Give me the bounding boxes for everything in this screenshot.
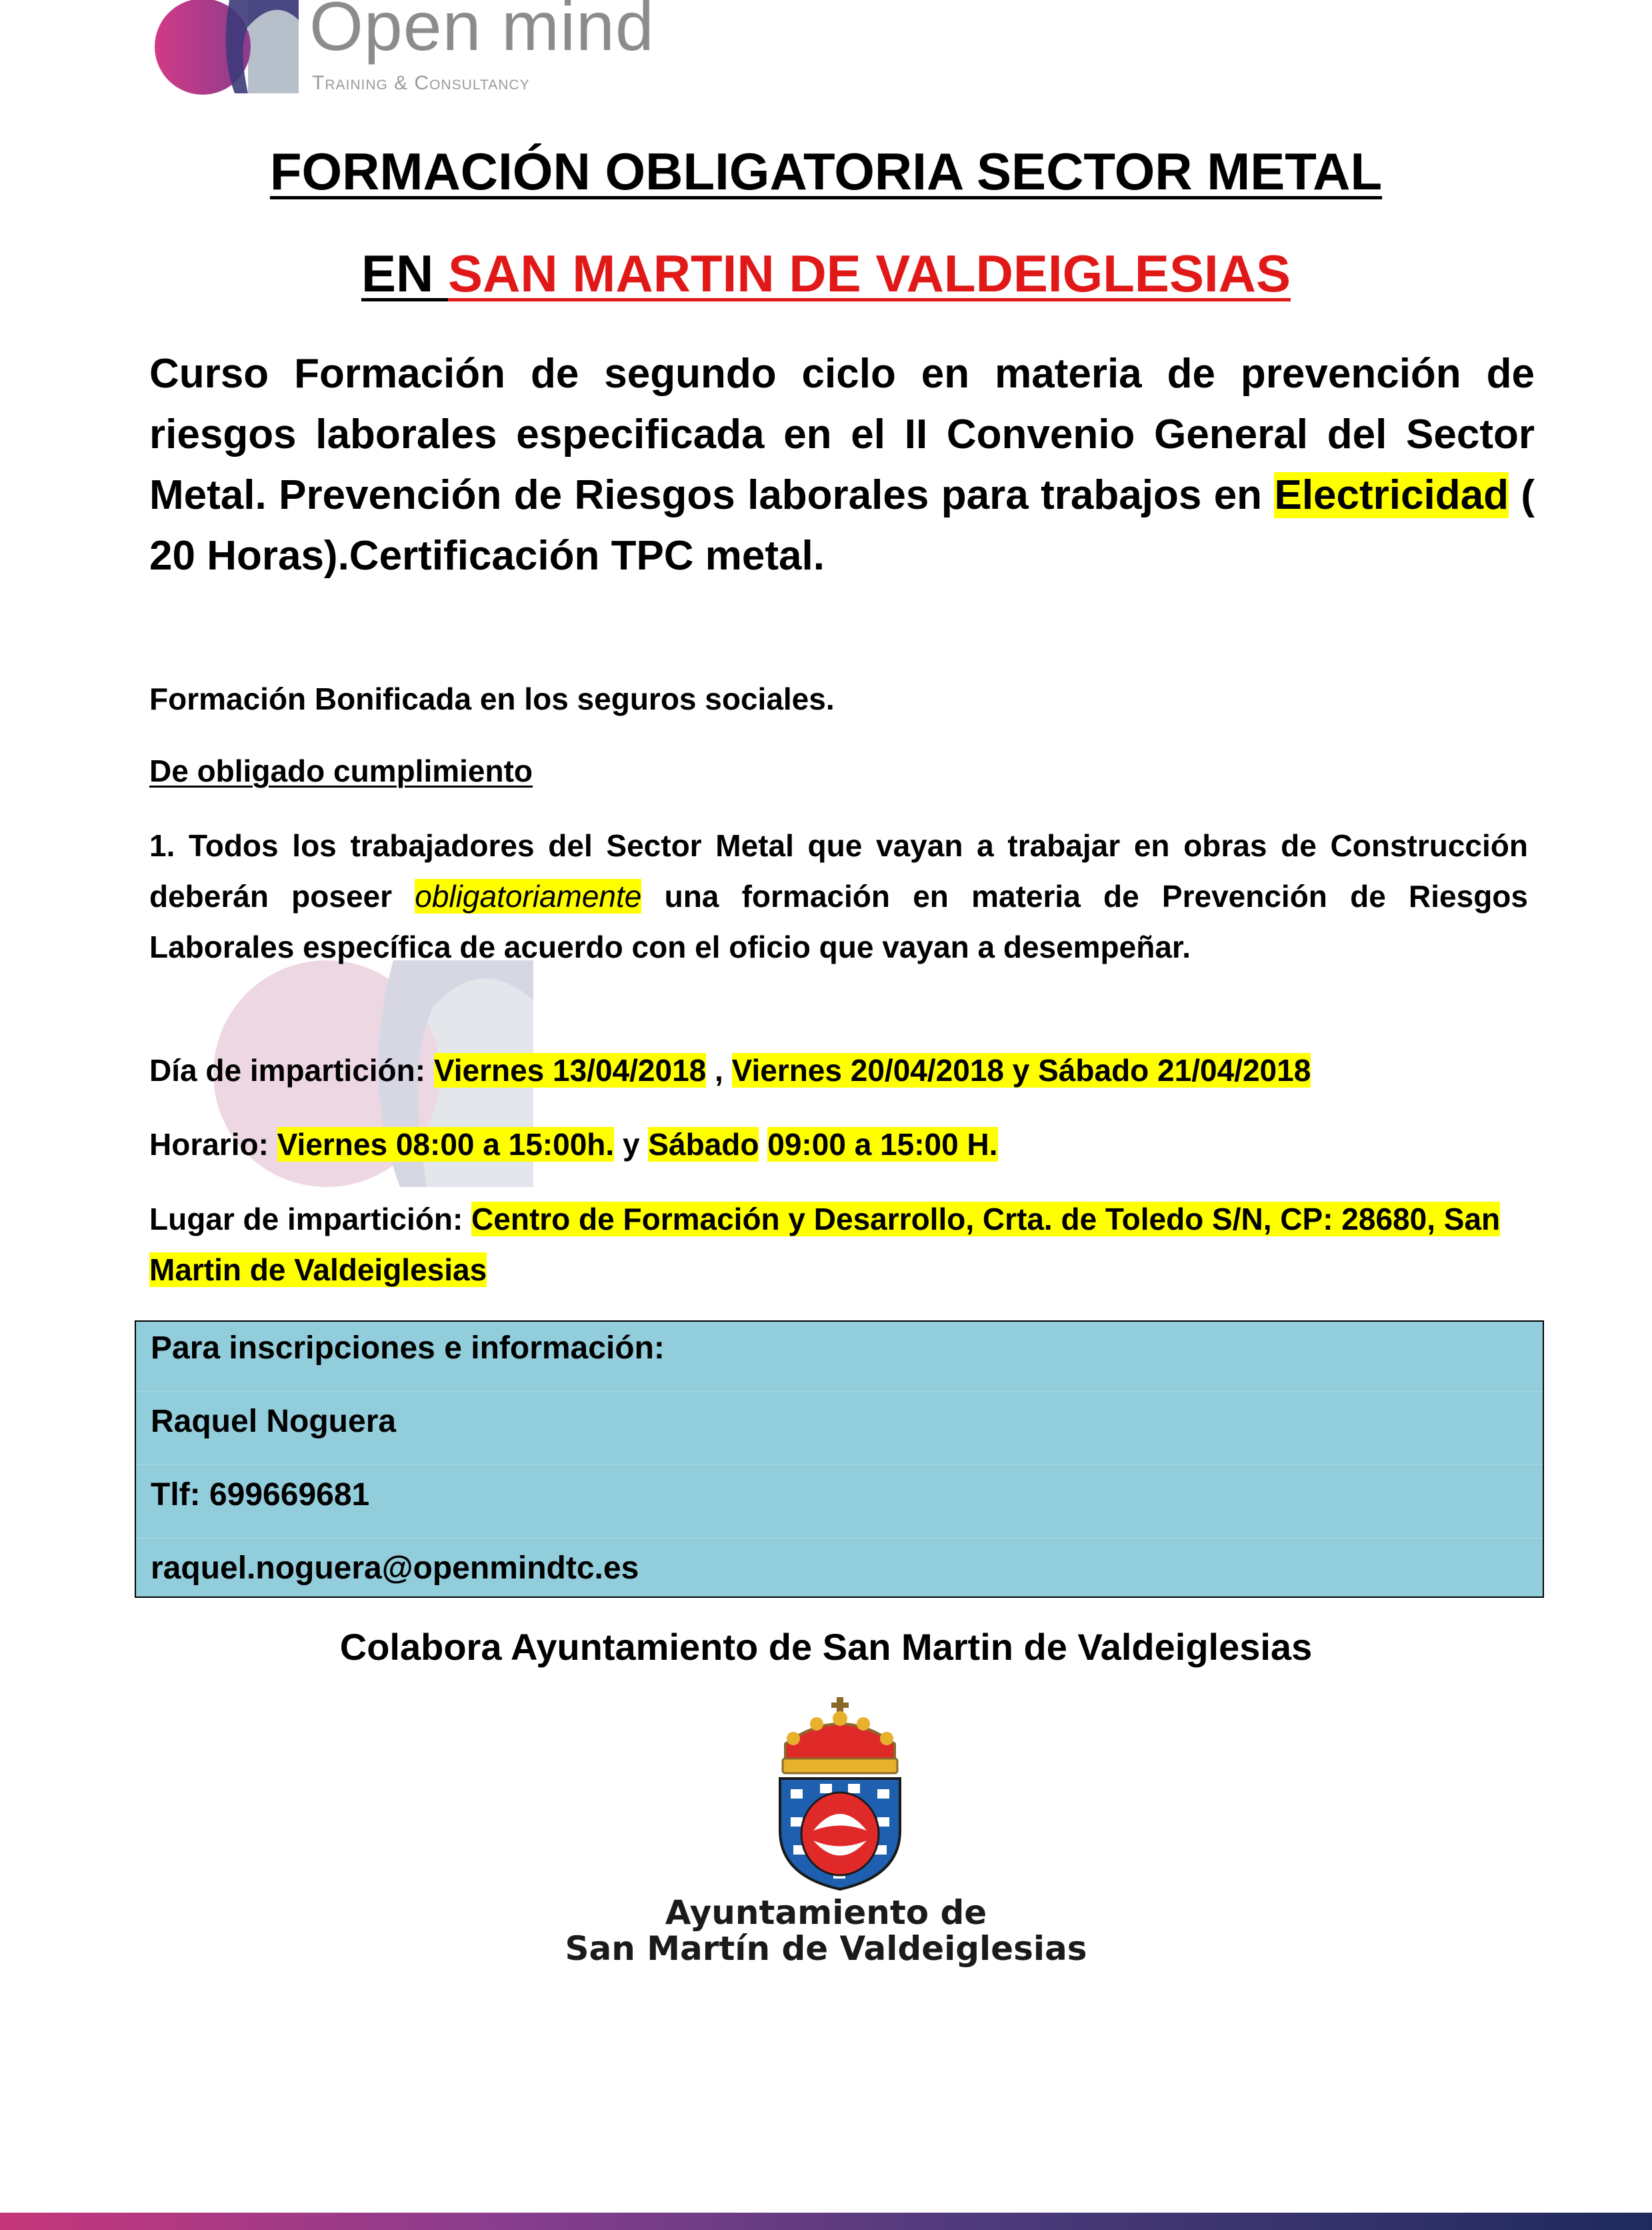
requirement-point (149, 820, 1528, 972)
ayuntamiento-line-2: San Martín de Valdeiglesias (565, 1929, 1087, 1968)
course-description (149, 343, 1535, 586)
schedule-saturday-hours: 09:00 a 15:00 H. (767, 1127, 998, 1162)
point1-text-after: una formación en materia de Prevención de Riesgos Laborales específica de acuerdo con el oficio que vayan a desempeñar. (149, 879, 1528, 964)
point1-text: 1. Todos los trabajadores del Sector Metal que vayan a trabajar en obras de Construcción deberán poseer (149, 828, 1528, 914)
footer-color-bar (0, 2213, 1652, 2230)
page-title (0, 143, 1652, 201)
intro-text-after: ( 20 Horas).Certificación TPC metal. (149, 472, 1535, 579)
schedule-separator: y (614, 1127, 649, 1162)
contact-heading: Para inscripciones e información: (151, 1330, 665, 1366)
contact-box (135, 1320, 1544, 1598)
date-2: Viernes 20/04/2018 y Sábado 21/04/2018 (731, 1053, 1311, 1088)
contact-divider (136, 1391, 1543, 1392)
schedule-friday: Viernes 08:00 a 15:00h. (277, 1127, 615, 1162)
date-1: Viernes 13/04/2018 (433, 1053, 707, 1088)
page-subtitle (0, 245, 1652, 303)
logo-name: Open mind (309, 0, 655, 65)
schedule-saturday-label: Sábado (648, 1127, 759, 1162)
schedule-label: Horario: (149, 1127, 277, 1162)
dates-label: Día de impartición: (149, 1053, 434, 1088)
dates-separator: , (706, 1053, 732, 1088)
open-mind-logo (148, 0, 728, 107)
contact-email[interactable]: raquel.noguera@openmindtc.es (151, 1550, 639, 1586)
subtitle-prefix: EN (361, 244, 449, 303)
contact-name: Raquel Noguera (151, 1404, 397, 1439)
title-line-1: FORMACIÓN OBLIGATORIA SECTOR METAL (269, 142, 1383, 201)
logo-tagline: Training & Consultancy (312, 72, 530, 94)
subtitle-place: SAN MARTIN DE VALDEIGLESIAS (448, 244, 1291, 303)
obligado-heading: De obligado cumplimiento (149, 754, 533, 788)
coat-of-arms-icon (767, 1697, 913, 1891)
open-mind-logo-icon (148, 0, 301, 100)
schedule-line (149, 1119, 1528, 1170)
bonificada-text: Formación Bonificada en los seguros sociales. (149, 682, 835, 716)
ayuntamiento-line-1: Ayuntamiento de (665, 1893, 987, 1932)
intro-text: Curso Formación de segundo ciclo en materia de prevención de riesgos laborales especificada en el II Convenio General del Sector Metal. Prevención de Riesgos laborales para trabajos en (149, 351, 1535, 518)
location-line (149, 1194, 1528, 1295)
colabora-text: Colabora Ayuntamiento de San Martin de Valdeiglesias (339, 1626, 1313, 1668)
intro-highlight: Electricidad (1274, 472, 1509, 518)
location-label: Lugar de impartición: (149, 1202, 472, 1236)
contact-divider (136, 1464, 1543, 1465)
dates-line (149, 1045, 1528, 1096)
point1-emphasis: obligatoriamente (415, 879, 642, 914)
contact-phone[interactable]: Tlf: 699669681 (151, 1477, 370, 1512)
location-value: Centro de Formación y Desarrollo, Crta. de Toledo S/N, CP: 28680, San Martin de Valdeiglesias (149, 1202, 1501, 1287)
